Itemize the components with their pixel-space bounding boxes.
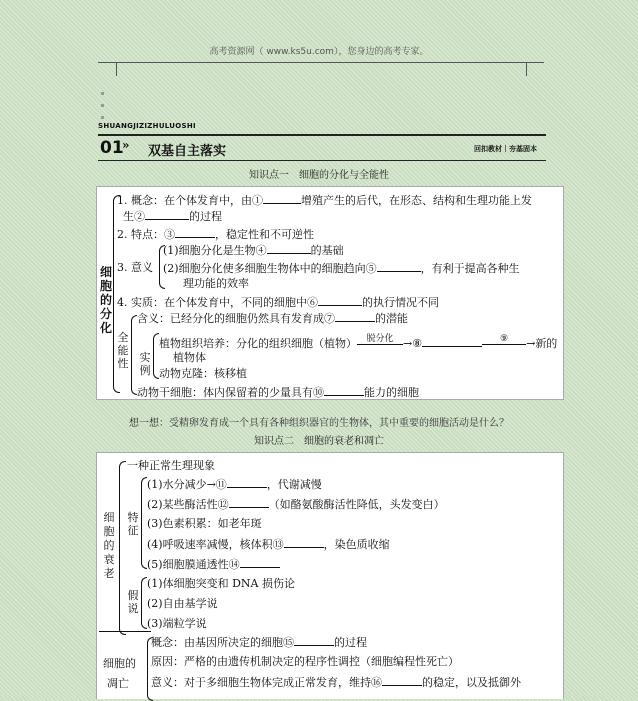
site-banner: 高考资源网（ www.ks5u.com），您身边的高考专家。 [209, 47, 429, 57]
kp2-line: (3)端粒学说 [147, 617, 207, 630]
hypothesis-char: 假 [127, 589, 139, 602]
redifferentiation-arrow: ⑨ [482, 335, 526, 345]
features-label [127, 511, 139, 537]
totipotency-char: 全 [117, 331, 129, 344]
apoptosis-label: 凋亡 [107, 677, 129, 690]
kp2-line: 一种正常生理现象 [127, 459, 215, 472]
kp1-line: 动物干细胞：体内保留着的少量具有⑩ 能力的细胞 [137, 386, 419, 399]
header-rule [98, 62, 544, 63]
apoptosis-divider [99, 631, 151, 632]
crop-mark-left [98, 62, 117, 76]
section-tags: 回扣教材｜夯基固本 [474, 145, 537, 153]
kp1-side-char: 化 [99, 321, 112, 335]
section-pinyin: SHUANGJIZIZHULUOSHI [98, 122, 196, 130]
kp2-line: (2)某些酶活性⑫ （如酪氨酸酶活性降低，头发变白） [147, 498, 445, 511]
section-arrow-icon: » [122, 138, 130, 152]
knowledge-point-1-title: 知识点一 细胞的分化与全能性 [249, 170, 389, 181]
totipotency-char: 能 [117, 344, 129, 357]
kp1-line: 1. 概念：在个体发育中，由① 增殖产生的后代，在形态、结构和生理功能上发 [117, 194, 532, 207]
totipotency-char: 性 [117, 357, 129, 370]
margin-dot [101, 116, 104, 119]
kp2-line: (3)色素积累：如老年斑 [147, 517, 262, 530]
kp1-side-char: 的 [99, 293, 112, 307]
features-char: 特 [127, 511, 139, 524]
kp2-line: (1)水分减少→⑪ ，代谢减慢 [147, 478, 322, 491]
dedifferentiation-arrow: 脱分化 [357, 335, 403, 345]
hypothesis-label [127, 589, 139, 615]
example-label [139, 351, 151, 377]
kp1-line: 动物克隆：核移植 [159, 367, 247, 380]
features-char: 征 [127, 524, 139, 537]
totipotency-brace [131, 315, 137, 395]
kp1-line: 植物体 [173, 351, 206, 364]
kp2-line: (2)自由基学说 [147, 597, 218, 610]
kp1-line: (2)细胞分化使多细胞生物体中的细胞趋向⑤ ，有利于提高各种生 [163, 262, 520, 275]
example-char: 例 [139, 364, 151, 377]
section-number: 01 [100, 138, 124, 158]
kp1-line: (1)细胞分化是生物④ 的基础 [163, 244, 344, 257]
example-char: 实 [139, 351, 151, 364]
kp1-line: 含义：已经分化的细胞仍然具有发育成⑦ 的潜能 [137, 312, 408, 325]
kp1-side-char: 细 [99, 265, 112, 279]
kp2-line: (5)细胞膜通透性⑭ [147, 557, 280, 572]
kp1-side-char: 胞 [99, 279, 112, 293]
kp1-side-label [99, 265, 113, 335]
kp2-line: (4)呼吸速率减慢，核体积⑬ ，染色质收缩 [147, 538, 390, 551]
crop-mark-right [526, 62, 545, 76]
kp1-line: 4. 实质：在个体发育中，不同的细胞中⑥ 的执行情况不同 [117, 296, 439, 309]
kp1-line: 理功能的效率 [183, 277, 249, 290]
margin-dot [101, 104, 104, 107]
think-question: 想一想：受精卵发育成一个具有各种组织器官的生物体，其中重要的细胞活动是什么？ [129, 418, 509, 429]
kp2-side-char: 老 [103, 567, 115, 580]
kp2-side-label [103, 511, 115, 581]
kp2-side-char: 的 [103, 539, 115, 552]
kp1-line: 生② 的过程 [123, 210, 222, 223]
knowledge-point-2-box [96, 452, 564, 699]
kp2-line: 概念：由基因所决定的细胞⑮ 的过程 [151, 636, 367, 649]
totipotency-label [117, 331, 129, 370]
kp2-line: 意义：对于多细胞生物体完成正常发育，维持⑯ 的稳定，以及抵御外 [151, 676, 521, 689]
kp2-side-char: 胞 [103, 525, 115, 538]
apoptosis-label: 细胞的 [103, 657, 136, 670]
hypothesis-char: 说 [127, 602, 139, 615]
knowledge-point-2-title: 知识点二 细胞的衰老和凋亡 [254, 436, 384, 447]
knowledge-point-1-box [96, 186, 564, 400]
kp1-line: 植物组织培养：分化的组织细胞（植物） 脱分化 →⑧ ⑨ →新的 [159, 334, 558, 350]
section-title: 双基自主落实 [148, 144, 227, 159]
kp2-side-char: 衰 [103, 553, 115, 566]
kp2-line: (1)体细胞突变和 DNA 损伤论 [147, 577, 295, 590]
kp1-line: 2. 特点：③ ，稳定性和不可逆性 [117, 228, 314, 241]
kp2-side-char: 细 [103, 511, 115, 524]
margin-dot [101, 92, 104, 95]
kp1-side-char: 分 [99, 307, 112, 321]
aging-brace [119, 461, 126, 635]
kp1-line: 3. 意义 [117, 261, 153, 274]
kp2-line: 原因：严格的由遗传机制决定的程序性调控（细胞编程性死亡） [151, 655, 459, 668]
